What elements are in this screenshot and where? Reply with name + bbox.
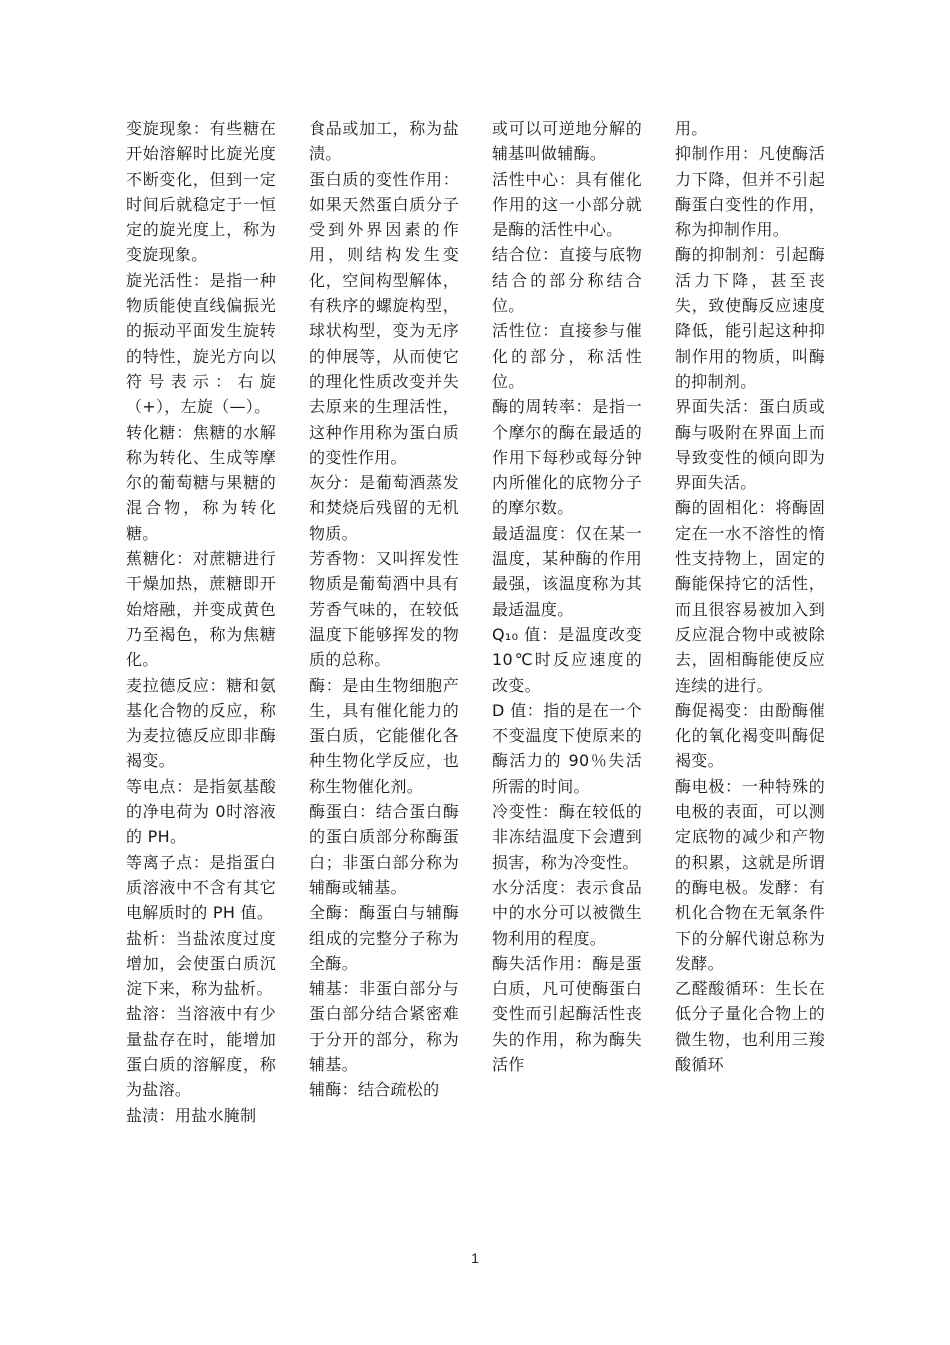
definition-entry: 食品或加工，称为盐渍。 [309,119,459,164]
definition-entry: 等电点：是指氨基酸的净电荷为 0时溶液的 PH。 [126,776,276,847]
definition-entry: 盐溶：当溶液中有少量盐存在时，能增加蛋白质的溶解度，称为盐溶。 [126,1004,276,1100]
definition-entry: 乙醛酸循环：生长在低分子量化合物上的微生物，也利用三羧酸循环 [675,979,825,1074]
definition-entry: 活性位：直接参与催化的部分，称活性位。 [492,321,642,391]
definition-entry: 芳香物：又叫挥发性物质是葡萄酒中具有芳香气味的，在较低温度下能够挥发的物质的总称。 [309,549,459,670]
definition-entry: 界面失活：蛋白质或酶与吸附在界面上而导致变性的倾向即为界面失活。 [675,397,825,493]
definition-entry: 酶的周转率：是指一个摩尔的酶在最适的作用下每秒或每分钟内所催化的底物分子的摩尔数。 [492,397,642,518]
definition-entry: 盐析：当盐浓度过度增加，会使蛋白质沉淀下来，称为盐析。 [126,928,276,999]
definition-entry: 或可以可逆地分解的辅基叫做辅酶。 [492,119,642,164]
definition-entry: 酶：是由生物细胞产生，具有催化能力的蛋白质，它能催化各种生物化学反应，也称生物催化剂。 [309,675,459,796]
text-column-3 [492,116,642,1077]
definition-entry: 酶的固相化：将酶固定在一水不溶性的惰性支持物上，固定的酶能保持它的活性，而且很容易被加入到反应混合物中或被除去，固相酶能使反应连续的进行。 [675,498,825,695]
definition-entry: 抑制作用：凡使酶活力下降，但并不引起酶蛋白变性的作用，称为抑制作用。 [675,144,825,240]
definition-entry: 旋光活性：是指一种物质能使直线偏振光的振动平面发生旋转的特性，旋光方向以符号表示：右旋（+），左旋（—）。 [126,270,276,417]
definition-entry: 活性中心：具有催化作用的这一小部分就是酶的活性中心。 [492,169,642,240]
page-number: 1 [471,1250,479,1266]
text-column-1 [126,116,276,1128]
definition-entry: 用。 [675,119,708,138]
definition-entry: 酶促褐变：由酚酶催化的氧化褐变叫酶促褐变。 [675,700,825,771]
definition-entry: 变旋现象：有些糖在开始溶解时比旋光度不断变化，但到一定时间后就稳定于一恒定的旋光度上，称为变旋现象。 [126,119,276,265]
definition-entry: 冷变性：酶在较低的非冻结温度下会遭到损害，称为冷变性。 [492,802,642,872]
definition-entry: 酶失活作用：酶是蛋白质，凡可使酶蛋白变性而引起酶活性丧失的作用，称为酶失活作 [492,953,642,1074]
definition-entry: 辅酶：结合疏松的 [309,1080,440,1100]
definition-entry: 灰分：是葡萄酒蒸发和焚烧后残留的无机物质。 [309,473,459,543]
definition-entry: 等离子点：是指蛋白质溶液中不含有其它电解质时的 PH 值。 [126,852,276,923]
definition-entry: 酶蛋白：结合蛋白酶的蛋白质部分称酶蛋白；非蛋白部分称为辅酶或辅基。 [309,802,459,897]
text-column-2 [309,116,459,1103]
definition-entry: 蕉糖化：对蔗糖进行干燥加热，蔗糖即开始熔融，并变成黄色乃至褐色，称为焦糖化。 [126,549,276,670]
definition-entry: 酶电极：一种特殊的电极的表面，可以测定底物的减少和产物的积累，这就是所谓的酶电极。发酵：有机化合物在无氧条件下的分解代谢总称为发酵。 [675,776,825,973]
definition-entry: 蛋白质的变性作用：如果天然蛋白质分子受到外界因素的作用，则结构发生变化，空间构型解体，有秩序的螺旋构型，球状构型，变为无序的伸展等，从而使它的理化性质改变并失去原来的生理活性，这种作用称为蛋白质的变性作用。 [309,169,459,467]
definition-entry: 水分活度：表示食品中的水分可以被微生物利用的程度。 [492,877,642,948]
definition-entry: D 值：指的是在一个不变温度下使原来的酶活力的 90％失活所需的时间。 [492,700,642,796]
definition-entry: 麦拉德反应：糖和氨基化合物的反应，称为麦拉德反应即非酶褐变。 [126,675,276,771]
definition-entry: 盐渍：用盐水腌制 [126,1105,257,1125]
definition-entry: 最适温度：仅在某一温度，某种酶的作用最强，该温度称为其最适温度。 [492,523,642,619]
definition-entry: Q₁₀ 值：是温度改变 10℃时反应速度的改变。 [492,624,642,695]
definition-entry: 结合位：直接与底物结合的部分称结合位。 [492,245,642,316]
definition-entry: 全酶：酶蛋白与辅酶组成的完整分子称为全酶。 [309,903,459,973]
text-column-4 [675,116,825,1077]
definition-entry: 辅基：非蛋白部分与蛋白部分结合紧密难于分开的部分，称为辅基。 [309,979,459,1074]
definition-entry: 酶的抑制剂：引起酶活力下降，甚至丧失，致使酶反应速度降低，能引起这种抑制作用的物质，叫酶的抑制剂。 [675,245,825,391]
definition-entry: 转化糖：焦糖的水解称为转化、生成等摩尔的葡萄糖与果糖的混合物，称为转化糖。 [126,422,276,543]
